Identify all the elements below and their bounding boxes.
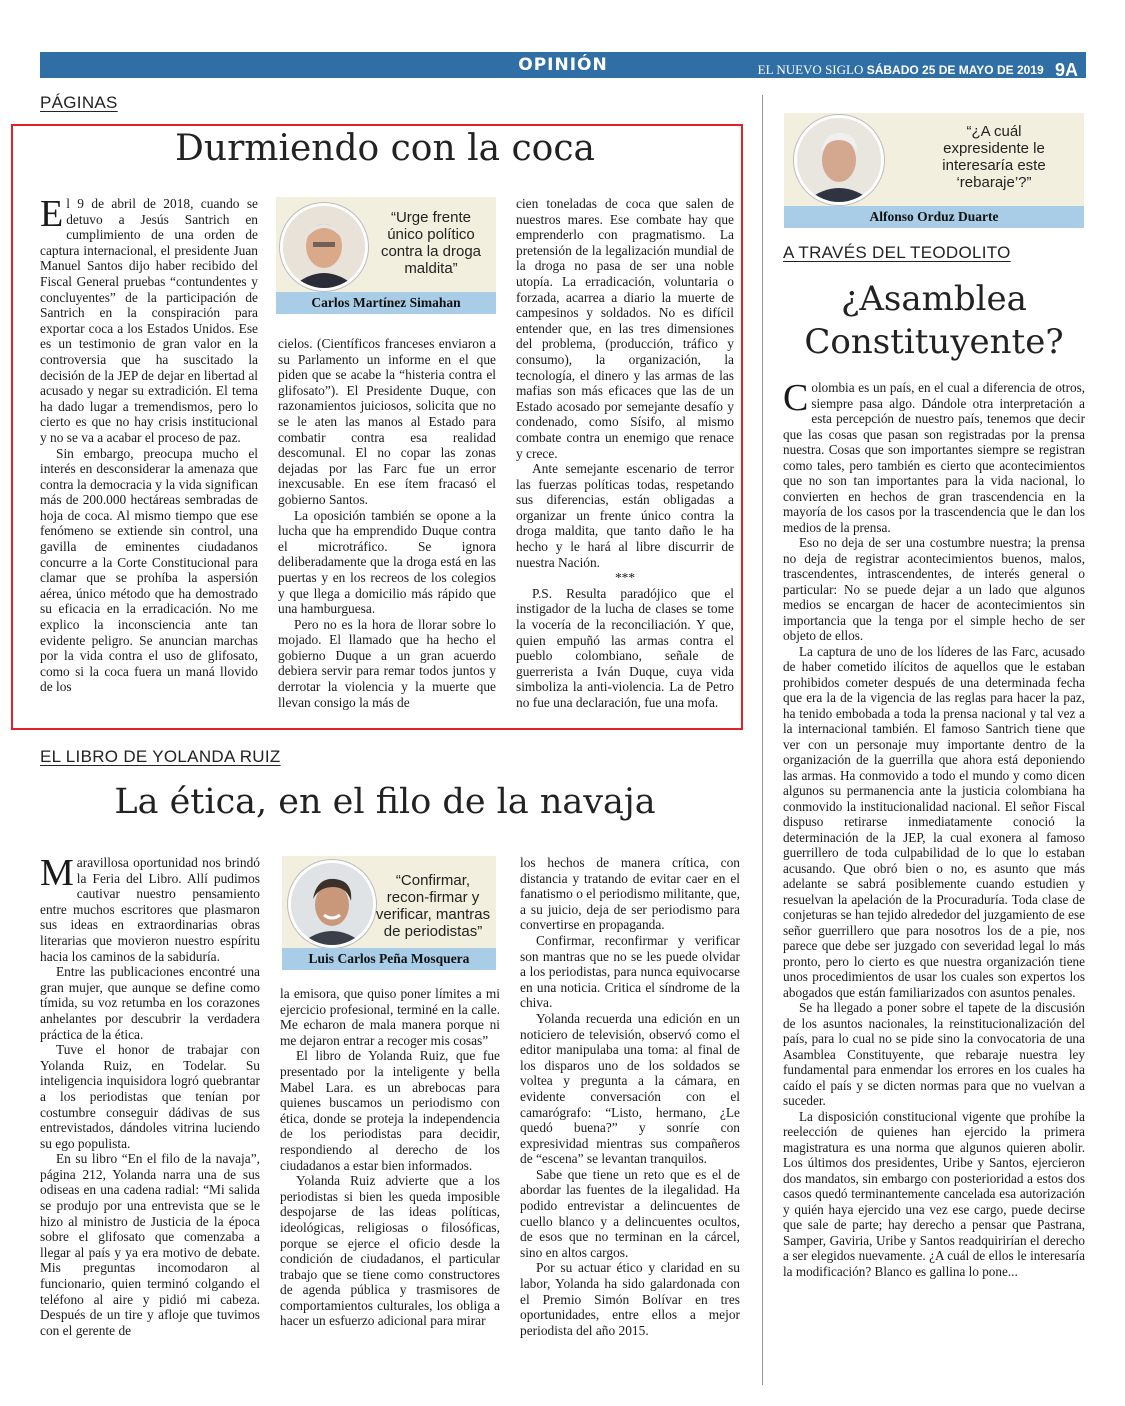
paragraph: La disposición constitucional vigente que prohíbe la reelección de quienes han ejercido la primera magistratura es una norma que algunos quieren abolir. Los últimos dos presidentes, Uribe y Santos, ejercieron dos mandatos, sin embargo con posterioridad a estos dos casos quedó terminantemente cancelada esa autorización y quién haya ejercido una vez ese cargo, puede decirse que sale de parte; hay derecho a pensar que Pastrana, Samper, Gaviria, Uribe y Santos readquirirían el derecho a ser elegidos nuevamente. ¿A cuál de ellos le interesaría la modificación? Blanco es gallina lo pone... [783, 1108, 1085, 1279]
paragraph: Sabe que tiene un reto que es el de abordar las fuentes de la ilegalidad. Ha podido entrevistar a delincuentes de cuello blanco y a delincuentes ocultos, de esos que no terminan en la cárcel, sino en altos cargos. [520, 1166, 740, 1260]
dropcap: E [40, 193, 64, 235]
newspaper-name: EL NUEVO SIGLO [757, 62, 864, 77]
dropcap: M [40, 852, 74, 894]
paragraph: cien toneladas de coca que salen de nuestros mares. Ese combate hay que emprenderlo con pragmatismo. La pretensión de la legalización mundial de la droga no pasa de ser una noble utopía. La erradicación, voluntaria o forzada, acarrea a diario la muerte de campesinos y soldados. No es difícil entender que, en las tres dimensiones del problema, (producción, tráfico y consumo), la organización, la tecnología, el dinero y las armas de las mafias son más eficaces que las de un Estado acosado por semejante desafío y condenado, como Sísifo, al mismo combate contra un enemigo que renace y crece. [516, 196, 734, 461]
separator: *** [614, 570, 636, 586]
paragraph: El libro de Yolanda Ruiz, que fue presentado por la inteligente y bella Mabel Lara. es un abrebocas para quienes buscamos un periodismo con ética, donde se proteja la independencia de los periodistas para decidir, respondiendo al derecho de los ciudadanos a estar bien informados. [280, 1048, 500, 1173]
paragraph: los hechos de manera crítica, con distancia y tratando de evitar caer en el fanatismo o el periodismo militante, que, a su juicio, deja de ser periodismo para convertirse en propaganda. [520, 855, 740, 933]
section-name: OPINIÓN [518, 55, 608, 75]
paragraph: Entre las publicaciones encontré una gran mujer, que aunque se define como tímida, su voz retumba en los corazones anhelantes por descubrir la verdadera práctica de la ética. [40, 964, 260, 1042]
article1-title: Durmiendo con la coca [175, 128, 595, 169]
article2-column-1 [40, 852, 260, 1338]
paragraph: Yolanda recuerda una edición en un noticiero de televisión, observó como el editor manipulaba una toma: al final de los disparos uno de los soldados se voltea y pregunta a la cámara, en evidente conversación con el camarógrafo: “Listo, hermano, ¿Le quedó buena?” y sonríe con expresividad mientras sus compañeros de “escena” se levantan tranquilos. [520, 1010, 740, 1167]
dropcap: C [783, 377, 809, 419]
article3-pull-quote [784, 113, 1084, 228]
section-header-bar [40, 52, 1086, 78]
paragraph: Sin embargo, preocupa mucho el interés en desconsiderar la amenaza que contra la democracia y la vida significan más de 200.000 hectáreas sembradas de hoja de coca. Al mismo tiempo que ese fenómeno se extiende sin control, una gavilla de eminentes ciudadanos concurre a la Corte Constitucional para clamar que se prohíba la aspersión aérea, único método que ha demostrado su eficacia en la erradicación. No me explico la inconsciencia ante tan evidente peligro. Se anuncian marchas por la vida contra el uso de glifosato, como si la coca fuera un maná llovido de los [40, 445, 258, 695]
article1-pull-quote [276, 197, 496, 314]
issue-date: SÁBADO 25 DE MAYO DE 2019 [866, 63, 1044, 77]
paragraph: P.S. Resulta paradójico que el instigador de la lucha de clases se tome la vocería de la reconciliación. Y que, quien empuñó las armas contra el pueblo colombiano, señale de guerrerista a Iván Duque, cuya vida simboliza la anti-violencia. La de Petro no fue una declaración, fue una mofa. [516, 585, 734, 710]
article2-title: La ética, en el filo de la navaja [114, 782, 656, 822]
article1-column-1 [40, 193, 258, 695]
page-number: 9A [1054, 60, 1078, 80]
paragraph: aravillosa oportunidad nos brindó la Feria del Libro. Allí pudimos cautivar nuestro pensamiento entre muchos escritores que plasmaron sus ideas en extraordinarias obras literarias que movieron nuestro espíritu hacia los caminos de la sabiduría. [40, 855, 260, 964]
paragraph: La captura de uno de los líderes de las Farc, acusado de haber cometido ilícitos de aquellos que le estaban prohibidos cometer después de una determinada fecha que era la de la vigencia de las reglas para hacer la paz, ha tenido embobada a toda la prensa nacional y tal vez a la internacional también. El famoso Santrich tiene que ver con un personaje muy importante dentro de la organización de la guerrilla que ahora está deponiendo las armas. Ha conmovido a todo el mundo y como dicen algunos su permanencia ante la justicia colombiana ha conmovido la institucionalidad nacional. El señor Fiscal dispuso retirarse inmediatamente conoció la determinación de la JEP, la cual exonera al famoso guerrillero de toda culpabilidad de lo que lo estaban acusando. Que obró bien o no, es asunto que más adelante se sabrá posiblemente cuando estudien y resuelvan la apelación de la Procuraduría. Toda clase de conjeturas se han tejido alrededor del juzgamiento de ese señor guerrillero que para nosotros los de a pie, nos parece que debe ser juzgado con severidad legal lo más pronto, pero lo cierto es que nuestra organización tiene unos procedimientos de usar los cuales son expertos los abogados que están familiarizados con asuntos penales. [783, 643, 1085, 1000]
paragraph: cielos. (Científicos franceses enviaron a su Parlamento un informe en el que piden que se acabe la “histeria contra el glifosato”). El Presidente Duque, con razonamientos juiciosos, solicita que no se le aten las manos al Estado para combatir contra esa realidad descomunal. El no copar las zonas dejadas por las Farc fue un error inexcusable. En ese ítem fracasó el gobierno Santos. [278, 336, 496, 507]
author-portrait [280, 203, 368, 291]
author-portrait [794, 115, 884, 205]
quote-text: “Urge frente único político contra la droga maldita” [380, 209, 482, 277]
paragraph: Ante semejante escenario de terror las fuerzas políticas todas, respetando sus diferencias, están obligadas a organizar un frente único contra la droga maldita, que tanto daño le ha hecho y le hará al libre discurrir de nuestra Nación. [516, 461, 734, 570]
paragraph: Se ha llegado a poner sobre el tapete de la discusión de los asuntos nacionales, la reinstitucionalización del país, para lo cual no se pide sino la convocatoria de una Asamblea Constituyente, que rebaraje nuestra ley fundamental para enmendar los errores en los cuales ha caído el país y se dicten normas para que no vuelvan a suceder. [783, 1000, 1085, 1108]
paragraph: La oposición también se opone a la lucha que ha emprendido Duque contra el microtráfico. Se ignora deliberadamente que la droga está en las puertas y en los recreos de los colegios y que llega a domicilio más rápido que una hamburguesa. [278, 507, 496, 617]
paragraph: Yolanda Ruiz advierte que a los periodistas si bien les queda imposible despojarse de las ideas políticas, ideológicas, religiosas o filosóficas, porque se ejerce el oficio desde la condición de ciudadanos, el particular trabajo que se tiene como constructores de agenda pública y trasmisores de comportamientos culturales, los obliga a hacer un esfuerzo adicional para mirar [280, 1173, 500, 1329]
paragraph: Por su actuar ético y claridad en su labor, Yolanda ha sido galardonada con el Premio Simón Bolívar en tres oportunidades, entre ellos a mejor periodista del año 2015. [520, 1260, 740, 1338]
paragraph: Confirmar, reconfirmar y verificar son mantras que no se les puede olvidar a los periodistas, para nunca equivocarse en una noticia. Critica el síndrome de la chiva. [520, 932, 740, 1011]
portrait-image [283, 206, 365, 288]
column-divider [762, 95, 763, 1385]
article2-column-2 [280, 986, 500, 1329]
article3-kicker: A TRAVÉS DEL TEODOLITO [783, 243, 1011, 262]
article1-column-3 [516, 196, 734, 711]
article2-pull-quote [282, 856, 496, 970]
article3-body [783, 377, 1085, 1279]
article1-kicker: PÁGINAS [40, 93, 118, 112]
article2-kicker: EL LIBRO DE YOLANDA RUIZ [40, 747, 281, 766]
portrait-image [291, 863, 373, 945]
article3-title: ¿Asamblea Constituyente? [804, 279, 1064, 362]
paragraph: l 9 de abril de 2018, cuando se detuvo a Jesús Santrich en cumplimiento de una orden de captura internacional, el presidente Juan Manuel Santos dijo haber recibido del Fiscal General pruebas “contundentes y concluyentes” de la participación de Santrich en la conspiración para exportar coca a los Estados Unidos. Ese es un testimonio de gran valor en la controversia que ha suscitado la decisión de la JEP de dejar en libertad al acusado y negar su extradición. El tema ha dado lugar a tremendismos, pero lo cierto es que no hay crisis institucional y no se va a acabar el proceso de paz. [40, 196, 258, 445]
masthead-info [758, 58, 1078, 79]
paragraph: Tuve el honor de trabajar con Yolanda Ruiz, en Todelar. Su inteligencia inquisidora logró quebrantar a los periodistas que tenían por costumbre conseguir dádivas de sus entrevistados, dándoles vitrina luciendo su ego populista. [40, 1042, 260, 1151]
paragraph: la emisora, que quiso poner límites a mi ejercicio profesional, terminé en la calle. Me echaron de mala manera porque ni me dejaron entrar a recoger mis cosas” [280, 986, 500, 1048]
paragraph: Pero no es la hora de llorar sobre lo mojado. El llamado que ha hecho el gobierno Duque a un gran acuerdo debiera servir para remar todos juntos y derrotar la violencia y la muerte que llevan consigo la más de [278, 616, 496, 710]
author-name: Carlos Martínez Simahan [276, 292, 496, 314]
article1-column-2 [278, 336, 496, 710]
paragraph: Eso no deja de ser una costumbre nuestra; la prensa no deja de registrar acontecimientos buenos, malos, trascendentes, intrascendentes, de interés general o particular: No se puede dejar a un lado que algunos medios se encargan de hacer de acontecimientos sin importancia que la tenga por el simple hecho de ser objeto de ellos. [783, 535, 1085, 643]
quote-text: “¿A cuál expresidente le interesaría este ‘rebaraje’?” [942, 123, 1046, 191]
author-name: Luis Carlos Peña Mosquera [282, 948, 496, 970]
paragraph: En su libro “En el filo de la navaja”, página 212, Yolanda narra una de sus odiseas en una cadena radial: “Mi salida se produjo por una entrevista que se le hizo al ministro de Justicia de la época sobre el glifosato que comenzaba a llegar al país y ya era motivo de debate. Mis preguntas incomodaron al funcionario, quien terminó colgando el teléfono al aire y pidió mi cabeza. Después de un tire y afloje que tuvimos con el gerente de [40, 1151, 260, 1338]
article2-column-3 [520, 855, 740, 1338]
quote-text: “Confirmar, recon-firmar y verificar, mantras de periodistas” [375, 872, 491, 940]
paragraph: olombia es un país, en el cual a diferencia de otros, siempre pasa algo. Dándole otra interpretación a esta percepción de nuestro país, tenemos que decir que las cosas que pasan son registradas por la prensa nuestra. Cosas que son importantes siempre se registran como tales, pero también es cierto que acontecimientos que no son tan importantes para la vida nacional, lo convierten en hechos de gran trascendencia en la mayoría de los casos por la trascendencia que le dan los medios de la prensa. [783, 380, 1085, 535]
portrait-image [797, 118, 881, 202]
author-portrait [288, 860, 376, 948]
author-name: Alfonso Orduz Duarte [784, 206, 1084, 228]
